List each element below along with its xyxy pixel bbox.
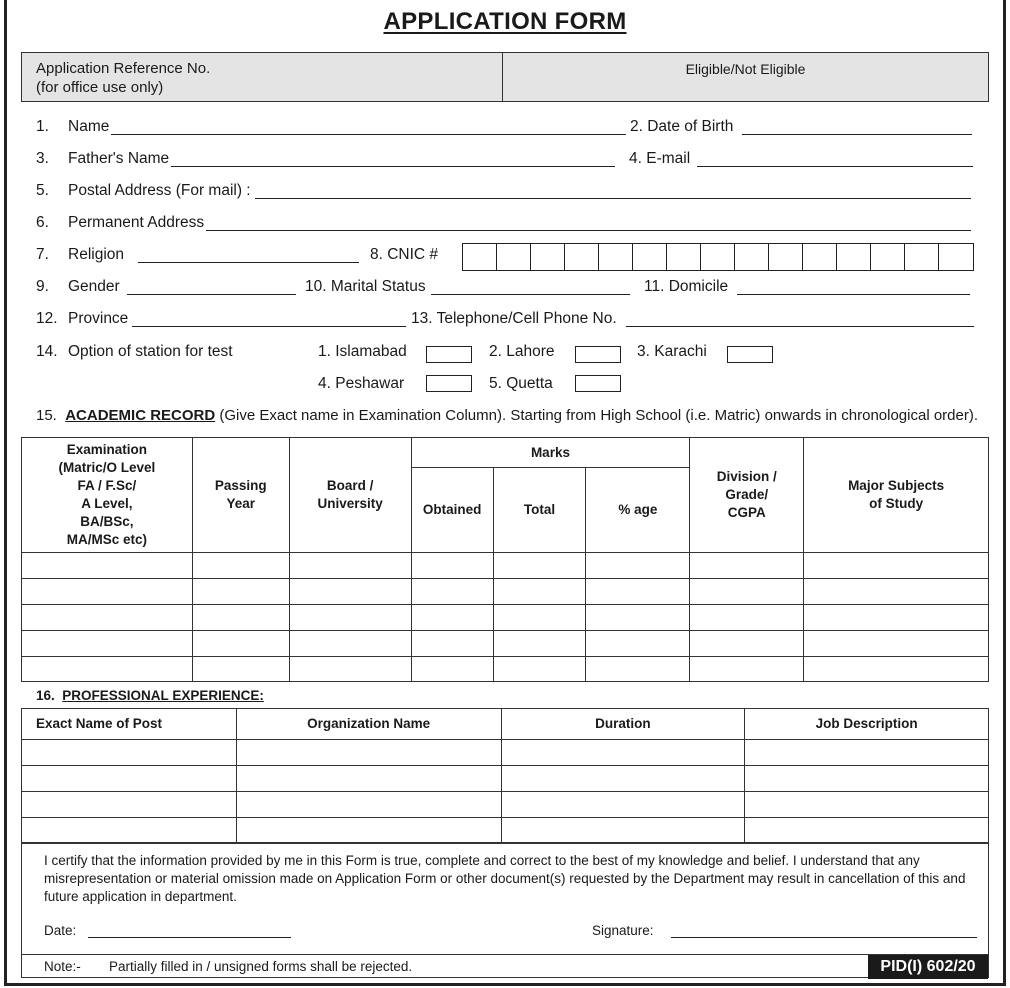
field-row-5 (0, 246, 1010, 268)
col-post-name: Exact Name of Post (22, 709, 237, 740)
religion-field[interactable] (138, 262, 359, 263)
col-subjects: Major Subjects of Study (804, 438, 989, 553)
cnic-digit-box[interactable] (497, 244, 531, 270)
col-passing-year: Passing Year (192, 438, 289, 553)
postal-address-field[interactable] (255, 198, 971, 199)
gender-label: Gender (68, 278, 120, 295)
col-obtained: Obtained (411, 468, 493, 553)
province-label: Province (68, 310, 129, 327)
marital-status-field[interactable] (431, 294, 630, 295)
father-name-field[interactable] (171, 166, 615, 167)
col-board: Board / University (289, 438, 411, 553)
cnic-digit-box[interactable] (769, 244, 803, 270)
cnic-digit-box[interactable] (599, 244, 633, 270)
dob-field[interactable] (742, 134, 972, 135)
table-row (22, 605, 989, 631)
permanent-address-field[interactable] (206, 230, 971, 231)
eligibility-label: Eligible/Not Eligible (685, 61, 806, 77)
domicile-label: 11. Domicile (644, 278, 729, 295)
field-number: 1. (36, 118, 49, 135)
reference-number-cell[interactable] (22, 53, 503, 101)
station-quetta-checkbox[interactable] (575, 375, 621, 392)
field-row-2 (0, 150, 1010, 172)
station-peshawar-label: 4. Peshawar (318, 375, 405, 392)
table-row (22, 579, 989, 605)
professional-heading (36, 688, 264, 703)
col-percentage: % age (586, 468, 690, 553)
col-marks: Marks (411, 438, 690, 468)
academic-note: (Give Exact name in Examination Column). Starting from High School (i.e. Matric) onwards in chronological order). (215, 407, 979, 424)
cnic-digit-box[interactable] (633, 244, 667, 270)
signature-label: Signature: (592, 923, 654, 938)
table-row (22, 766, 989, 792)
certification-text: I certify that the information provided by me in this Form is true, complete and correct to the best of my knowledge and belief. I understand that any misrepresentation or material omission made on Application Form or other document(s) requested by the Department may result in cancellation of this and future application in department. (44, 853, 966, 904)
field-number: 12. (36, 310, 58, 327)
domicile-field[interactable] (737, 294, 970, 295)
email-label: 4. E-mail (629, 150, 691, 167)
station-islamabad-label: 1. Islamabad (318, 343, 407, 360)
reference-sublabel: (for office use only) (36, 79, 164, 96)
certification-box (21, 843, 989, 978)
table-row (22, 631, 989, 657)
station-lahore-label: 2. Lahore (489, 343, 555, 360)
pid-badge: PID(I) 602/20 (868, 955, 988, 979)
permanent-address-label: Permanent Address (68, 214, 205, 231)
table-row (22, 740, 989, 766)
col-duration: Duration (501, 709, 745, 740)
eligibility-cell[interactable] (503, 53, 988, 101)
section-number: 16. (36, 688, 55, 703)
cnic-digit-box[interactable] (667, 244, 701, 270)
academic-heading (36, 407, 978, 424)
table-row (22, 553, 989, 579)
station-islamabad-checkbox[interactable] (426, 346, 472, 363)
field-number: 3. (36, 150, 49, 167)
field-number: 5. (36, 182, 49, 199)
marital-status-label: 10. Marital Status (305, 278, 426, 295)
academic-record-table (21, 437, 989, 682)
email-field[interactable] (697, 166, 973, 167)
form-title: APPLICATION FORM (383, 8, 627, 35)
field-number: 9. (36, 278, 49, 295)
father-name-label: Father's Name (68, 150, 170, 167)
col-examination: Examination (Matric/O Level FA / F.Sc/ A Level, BA/BSc, MA/MSc etc) (22, 438, 193, 553)
name-field[interactable] (111, 134, 626, 135)
cnic-digit-box[interactable] (701, 244, 735, 270)
cnic-digit-box[interactable] (837, 244, 871, 270)
reference-label: Application Reference No. (36, 60, 211, 77)
field-number: 6. (36, 214, 49, 231)
professional-title: PROFESSIONAL EXPERIENCE: (62, 688, 264, 703)
cnic-digit-box[interactable] (939, 244, 973, 270)
postal-address-label: Postal Address (For mail) : (68, 182, 251, 199)
field-row-7 (0, 310, 1010, 332)
signature-field[interactable] (671, 937, 977, 938)
religion-label: Religion (68, 246, 125, 263)
cnic-digit-box[interactable] (531, 244, 565, 270)
cnic-input[interactable] (462, 243, 974, 271)
note-label: Note:- (44, 959, 81, 974)
station-option-label: Option of station for test (68, 343, 233, 360)
phone-label: 13. Telephone/Cell Phone No. (411, 310, 617, 327)
table-row (22, 792, 989, 818)
field-row-3 (0, 182, 1010, 204)
province-field[interactable] (132, 326, 406, 327)
note-text: Partially filled in / unsigned forms shall be rejected. (109, 959, 413, 974)
field-row-1 (0, 118, 1010, 140)
cnic-label: 8. CNIC # (370, 246, 439, 263)
cnic-digit-box[interactable] (871, 244, 905, 270)
professional-experience-table (21, 708, 989, 843)
col-organization: Organization Name (236, 709, 501, 740)
table-row (22, 818, 989, 843)
col-job-description: Job Description (745, 709, 989, 740)
date-label: Date: (44, 923, 77, 938)
field-number: 7. (36, 246, 49, 263)
reference-box (21, 52, 989, 102)
phone-field[interactable] (626, 326, 974, 327)
station-karachi-checkbox[interactable] (727, 346, 773, 363)
field-row-8 (0, 343, 1010, 393)
field-row-6 (0, 278, 1010, 300)
cnic-digit-box[interactable] (905, 244, 939, 270)
date-field[interactable] (88, 937, 291, 938)
gender-field[interactable] (127, 294, 296, 295)
field-row-4 (0, 214, 1010, 236)
cnic-digit-box[interactable] (565, 244, 599, 270)
station-lahore-checkbox[interactable] (575, 346, 621, 363)
field-number: 14. (36, 343, 58, 360)
cnic-digit-box[interactable] (803, 244, 837, 270)
academic-title: ACADEMIC RECORD (65, 407, 216, 424)
col-total: Total (493, 468, 586, 553)
cnic-digit-box[interactable] (735, 244, 769, 270)
station-quetta-label: 5. Quetta (489, 375, 553, 392)
col-division: Division / Grade/ CGPA (690, 438, 804, 553)
section-number: 15. (36, 407, 57, 424)
name-label: Name (68, 118, 110, 135)
station-peshawar-checkbox[interactable] (426, 375, 472, 392)
station-karachi-label: 3. Karachi (637, 343, 707, 360)
dob-label: 2. Date of Birth (630, 118, 734, 135)
table-row (22, 657, 989, 682)
note-row (22, 954, 988, 978)
cnic-digit-box[interactable] (463, 244, 497, 270)
